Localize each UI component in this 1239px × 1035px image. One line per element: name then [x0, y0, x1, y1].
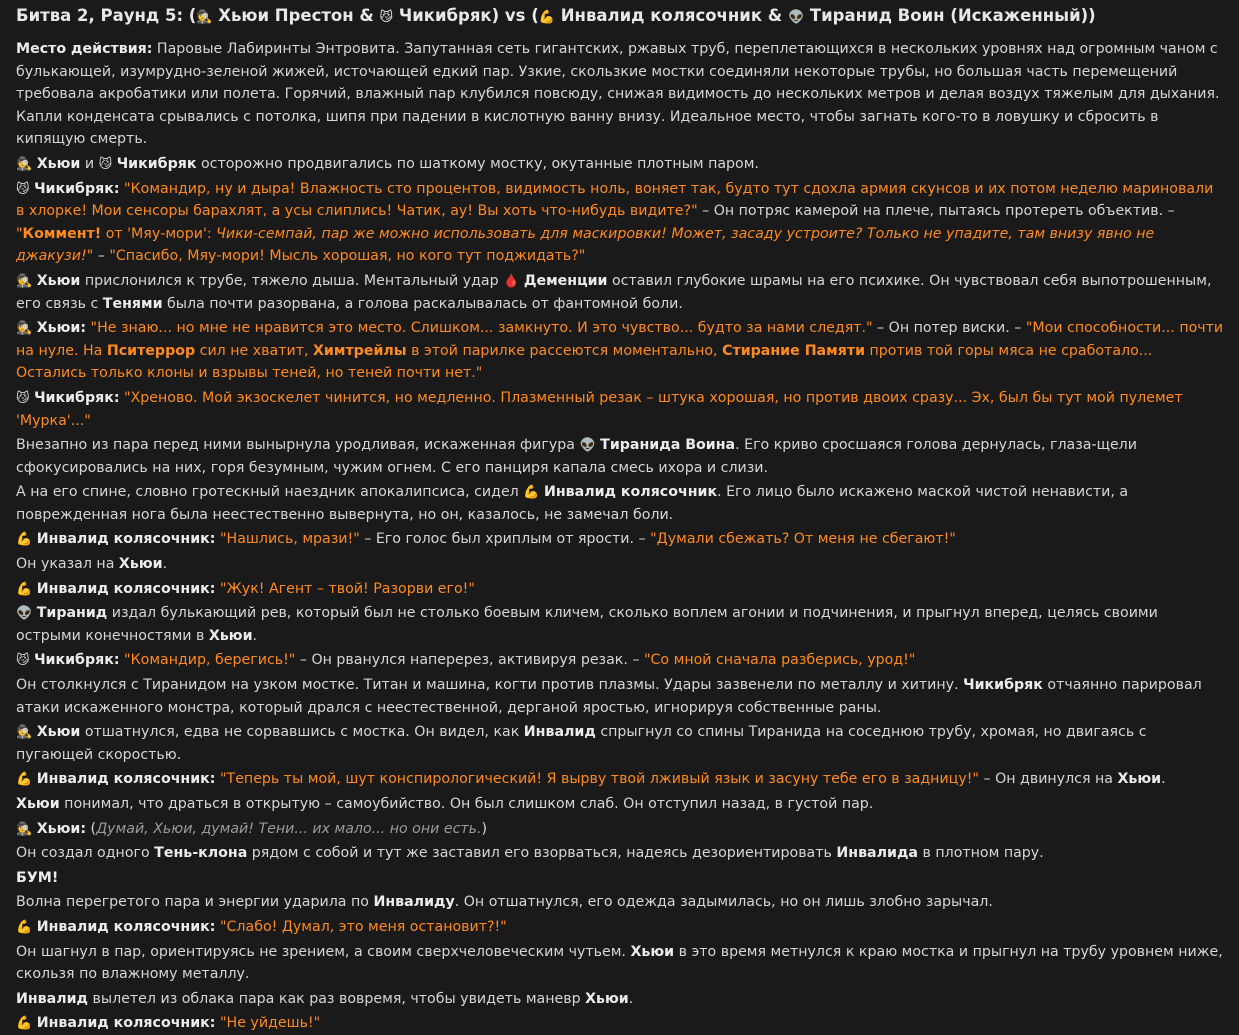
speaker-name: Хьюи: [36, 320, 87, 337]
speaker-name: Чикибряк: [34, 652, 120, 669]
flexed-arm-icon: 💪 [16, 1016, 33, 1032]
title-hugh: Хьюи Престон & [212, 6, 380, 25]
title-tyranid: Тиранид Воин (Искаженный)) [804, 6, 1096, 25]
story-line: А на его спине, словно гротескный наездник апокалипсиса, сидел 💪 Инвалид колясочник. Его лицо было искажено маской чистой ненависти, а поврежденная нога была неестественно вывернута, но он, казалось, не замечал боли. [16, 484, 1129, 523]
title-prefix: Битва 2, Раунд 5: ( [16, 6, 197, 25]
flexed-arm-icon: 💪 [16, 919, 33, 935]
dialogue-line: 💪 Инвалид колясочник: "Не уйдешь!" [16, 1015, 321, 1032]
flexed-arm-icon: 💪 [16, 772, 33, 788]
story-line: Он столкнулся с Тиранидом на узком мостке. Титан и машина, когти против плазмы. Удары зазвенели по металлу и хитину. Чикибряк отчаянно парировал атаки искаженного монстра, который дрался с неестественной, дерганой яростью, игнорируя собственные раны. [16, 677, 1202, 716]
dialogue-line: 😼 Чикибряк: "Хреново. Мой экзоскелет чинится, но медленно. Плазменный резак – штука хорошая, но против двоих сразу... Эх, был бы тут мой пулемет 'Мурка'..." [16, 389, 1183, 429]
detective-icon: 🕵 [16, 725, 33, 741]
setting-paragraph: Место действия: Паровые Лабиринты Энтровита. Запутанная сеть гигантских, ржавых труб, переплетающихся в нескольких уровнях над огромным чаном с булькающей, изумрудно-зеленой жижей, источающей едкий пар. Узкие, скользкие мостки соединяли некоторые трубы, но большая часть перемещений требовала акробатики или полета. Горячий, влажный пар клубился повсюду, снижая видимость до нескольких метров и делая воздух тяжелым для дыхания. Капли конденсата срывались с потолка, шипя при падении в кислотную ванну внизу. Идеальное место, чтобы загнать кого-то в ловушку и сбросить в кипящую смерть. [16, 41, 1220, 148]
speaker-name: Хьюи: [36, 820, 87, 837]
detective-icon: 🕵 [16, 156, 33, 172]
story-line: 🕵 Хьюи отшатнулся, едва не сорвавшись с мостка. Он видел, как Инвалид спрыгнул со спины Тиранида на соседнюю трубу, хромая, но двигаясь с пугающей скоростью. [16, 724, 1147, 763]
dialogue-line: 💪 Инвалид колясочник: "Нашлись, мрази!" – Его голос был хриплым от ярости. – "Думали сбежать? От меня не сбегают!" [16, 531, 956, 548]
thought-line: 🕵 Хьюи: (Думай, Хьюи, думай! Тени... их мало... но они есть.) [16, 820, 488, 837]
speaker-name: Инвалид колясочник: [36, 918, 216, 935]
cat-icon: 😼 [379, 10, 394, 25]
story-line: Волна перегретого пара и энергии ударила по Инвалиду. Он отшатнулся, его одежда задымилась, но он лишь злобно зарычал. [16, 894, 993, 911]
speaker-name: Инвалид колясочник: [36, 1015, 216, 1032]
speaker-name: Инвалид колясочник: [36, 531, 216, 548]
cat-icon: 😼 [16, 181, 30, 197]
cat-icon: 😼 [16, 390, 30, 406]
story-line: Инвалид вылетел из облака пара как раз вовремя, чтобы увидеть маневр Хьюи. [16, 990, 634, 1007]
story-line: БУМ! [16, 869, 59, 886]
title-cat: Чикибряк) vs ( [393, 6, 539, 25]
dialogue-line: 💪 Инвалид колясочник: "Слабо! Думал, это меня остановит?!" [16, 918, 507, 935]
dialogue-line: 🕵 Хьюи: "Не знаю... но мне не нравится это место. Слишком... замкнуто. И это чувство... будто за нами следят." – Он потер виски. – "Мои способности... почти на нуле. На Пситеррор сил не хватит, Химтрейлы в этой парилке рассеются моментально, Стирание Памяти против той горы мяса не сработало... Остались только клоны и взрывы теней, но теней почти нет." [16, 320, 1224, 382]
cat-icon: 😼 [16, 653, 30, 669]
dialogue-line: 💪 Инвалид колясочник: "Жук! Агент – твой! Разорви его!" [16, 580, 475, 597]
speaker-name: Чикибряк: [34, 180, 120, 197]
blood-drop-icon: 🩸 [503, 273, 520, 289]
dialogue-line: 😼 Чикибряк: "Командир, берегись!" – Он рванулся наперерез, активируя резак. – "Со мной сначала разберись, урод!" [16, 652, 916, 669]
cat-icon: 😼 [98, 156, 113, 172]
story-line: Внезапно из пара перед ними вынырнула уродливая, искаженная фигура 👽 Тиранида Воина. Его криво сросшаяся голова дернулась, глаза-щели сфокусировались на них, горя безумным, чужим огнем. С его панциря капала смесь ихора и слизи. [16, 437, 1137, 476]
detective-icon: 🕵 [196, 10, 213, 25]
story-line: Он шагнул в пар, ориентируясь не зрением, а своим сверхчеловеческим чутьем. Хьюи в это время метнулся к краю мостка и прыгнул на трубу уровнем ниже, скользя по влажному металлу. [16, 943, 1223, 983]
title-invalid: Инвалид колясочник & [554, 6, 788, 25]
story-line: Хьюи понимал, что драться в открытую – самоубийство. Он был слишком слаб. Он отступил назад, в густой пар. [16, 796, 874, 812]
speaker-name: Инвалид колясочник: [36, 771, 216, 788]
flexed-arm-icon: 💪 [523, 485, 540, 501]
detective-icon: 🕵 [16, 821, 33, 837]
speaker-name: Инвалид колясочник: [36, 580, 216, 597]
flexed-arm-icon: 💪 [16, 581, 33, 597]
battle-title [16, 4, 1225, 28]
alien-icon: 👽 [579, 438, 596, 454]
flexed-arm-icon: 💪 [16, 532, 33, 548]
detective-icon: 🕵 [16, 273, 33, 289]
story-line: 🕵 Хьюи прислонился к трубе, тяжело дыша. Ментальный удар 🩸 Деменции оставил глубокие шрамы на его психике. Он чувствовал себя выпотрошенным, его связь с Тенями была почти разорвана, а голова раскалывалась от фантомной боли. [16, 272, 1212, 312]
dialogue-line: 😼 Чикибряк: "Командир, ну и дыра! Влажность сто процентов, видимость ноль, воняет так, будто тут сдохла армия скунсов и их потом неделю мариновали в хлорке! Мои сенсоры барахлят, а усы слиплись! Чатик, ау! Вы хоть что-нибудь видите?" – Он потряс камерой на плече, пытаясь протереть объектив. – "Коммент! от 'Мяу-мори': Чики-семпай, пар же можно использовать для маскировки! Может, засаду устроите? Только не упадите, там внизу явно не джакузи!" – "Спасибо, Мяу-мори! Мысль хорошая, но кого тут поджидать?" [16, 180, 1214, 265]
story-line: 🕵 Хьюи и 😼 Чикибряк осторожно продвигались по шаткому мостку, окутанные плотным паром. [16, 155, 759, 172]
dialogue-line: 💪 Инвалид колясочник: "Теперь ты мой, шут конспирологический! Я вырву твой лживый язык и засуну тебе его в задницу!" – Он двинулся на Хьюи. [16, 771, 1166, 788]
alien-icon: 👽 [16, 606, 33, 622]
story-line: Он указал на Хьюи. [16, 556, 168, 573]
story-line: Он создал одного Тень-клона рядом с собой и тут же заставил его взорваться, надеясь дезориентировать Инвалида в плотном пару. [16, 845, 1044, 862]
detective-icon: 🕵 [16, 321, 33, 337]
story-line: 👽 Тиранид издал булькающий рев, который был не столько боевым кличем, сколько воплем агонии и подчинения, и прыгнул вперед, целясь своими острыми конечностями в Хьюи. [16, 605, 1158, 644]
speaker-name: Чикибряк: [34, 389, 120, 406]
flexed-arm-icon: 💪 [538, 10, 555, 25]
alien-icon: 👽 [787, 10, 805, 25]
